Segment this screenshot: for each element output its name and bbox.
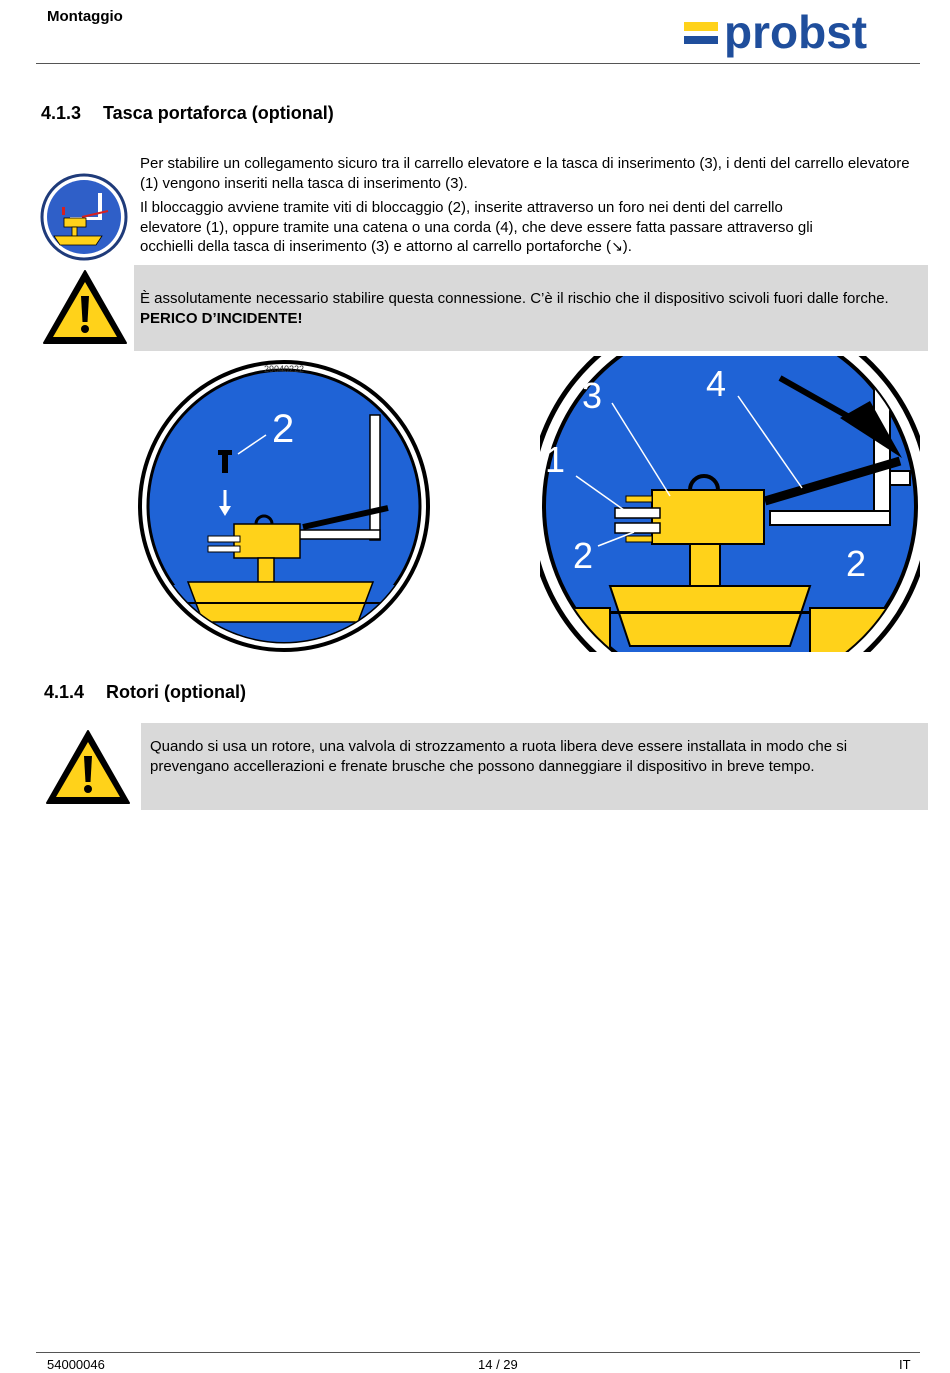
intro-p2-line2: elevatore (1), oppure tramite una catena o una corda (4), che deve essere fatta passare attraverso gli <box>140 218 813 236</box>
figure-left-label-2: 2 <box>272 407 295 451</box>
arrow-southeast-icon: ↘ <box>611 238 623 254</box>
header-title: Montaggio <box>47 8 123 25</box>
section-413-title: Tasca portaforca (optional) <box>103 103 334 123</box>
footer-doc-number: 54000046 <box>47 1357 105 1372</box>
header-rule <box>36 63 920 64</box>
probst-logo <box>684 10 916 60</box>
section-413-intro-p2 <box>140 198 930 257</box>
figure-fork-pocket-detail <box>540 356 920 652</box>
section-414-number: 4.1.4 <box>44 682 85 702</box>
intro-p2-line1: Il bloccaggio avviene tramite viti di bloccaggio (2), inserite attraverso un foro nei denti del carrello <box>140 199 783 216</box>
section-414-title: Rotori (optional) <box>106 682 246 702</box>
section-413-heading <box>41 103 334 124</box>
intro-p2-line3-pre: occhielli della tasca di inserimento (3) e attorno al carrello portaforche ( <box>140 238 612 255</box>
section-414-heading <box>44 682 246 703</box>
warning-triangle-icon <box>41 268 129 346</box>
warning-text-413 <box>140 289 910 328</box>
footer-page-number: 14 / 29 <box>478 1357 518 1372</box>
warning-413-text: È assolutamente necessario stabilire questa connessione. C’è il rischio che il dispositivo scivoli fuori dalle forche. <box>140 290 889 307</box>
figure-right-label-2b: 2 <box>846 543 867 584</box>
footer-rule <box>36 1352 920 1353</box>
logo-text: probst <box>724 10 868 58</box>
intro-p2-line3-post: ). <box>622 238 632 255</box>
fork-pocket-pictogram-icon <box>40 173 128 261</box>
figure-right-label-4: 4 <box>706 363 727 404</box>
warning-413-emphasis: PERICO D’INCIDENTE! <box>140 309 303 327</box>
figure-right-label-3: 3 <box>582 375 603 416</box>
section-413-number: 4.1.3 <box>41 103 82 123</box>
footer-language: IT <box>899 1357 911 1372</box>
figure-right-label-2a: 2 <box>573 535 594 576</box>
intro-p2-line3 <box>140 237 930 257</box>
figure-locking-screw <box>138 360 430 652</box>
figure-left-code: 29040222 <box>263 364 305 374</box>
warning-414-text: Quando si usa un rotore, una valvola di strozzamento a ruota libera deve essere installata in modo che si prevengano accellerazioni e frenate brusche che possono danneggiare il dispositivo in breve tempo. <box>150 738 848 775</box>
section-413-intro-p1: Per stabilire un collegamento sicuro tra il carrello elevatore e la tasca di inserimento (3), i denti del carrello elevatore (1) vengono inseriti nella tasca di inserimento (3). <box>140 155 910 192</box>
figure-right-label-1: 1 <box>545 439 566 480</box>
warning-triangle-icon <box>44 728 132 806</box>
